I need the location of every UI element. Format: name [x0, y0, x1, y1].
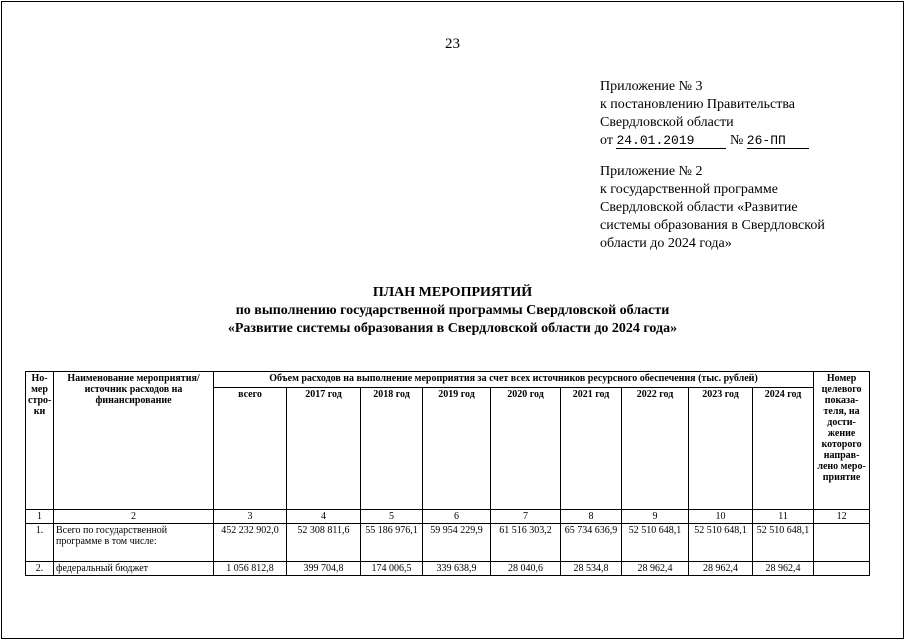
value-2019: 339 638,9	[423, 562, 491, 576]
header-col-2020: 2020 год	[491, 388, 561, 510]
header-col-2019: 2019 год	[423, 388, 491, 510]
header-col-2024: 2024 год	[753, 388, 814, 510]
table-row	[26, 524, 870, 562]
appendix-2-block	[600, 163, 825, 253]
col-number: 6	[423, 510, 491, 524]
appendix-3-block	[600, 78, 809, 150]
header-col-2023: 2023 год	[689, 388, 753, 510]
value-2018: 55 186 976,1	[361, 524, 423, 562]
col-number: 1	[26, 510, 54, 524]
col-number: 4	[287, 510, 361, 524]
col-number: 3	[214, 510, 287, 524]
value-2021: 65 734 636,9	[561, 524, 622, 562]
value-2023: 28 962,4	[689, 562, 753, 576]
value-2020: 61 516 303,2	[491, 524, 561, 562]
header-name: Наименование мероприятия/ источник расходов на финансирование	[54, 372, 214, 510]
decree-number: 26-ПП	[747, 133, 809, 149]
row-name: Всего по государственной программе в том числе:	[54, 524, 214, 562]
table-row	[26, 562, 870, 576]
header-col-2022: 2022 год	[622, 388, 689, 510]
appendix-2-line4: системы образования в Свердловской	[600, 218, 825, 233]
value-2020: 28 040,6	[491, 562, 561, 576]
value-2024: 28 962,4	[753, 562, 814, 576]
appendix-2-line2: к государственной программе	[600, 182, 778, 197]
header-col-total: всего	[214, 388, 287, 510]
value-total: 1 056 812,8	[214, 562, 287, 576]
header-volume: Объем расходов на выполнение мероприятия за счет всех источников ресурсного обеспечения (тыс. рублей)	[214, 372, 814, 388]
value-total: 452 232 902,0	[214, 524, 287, 562]
row-number: 1.	[26, 524, 54, 562]
plan-table	[25, 371, 870, 576]
value-2023: 52 510 648,1	[689, 524, 753, 562]
page-number: 23	[445, 36, 460, 52]
col-number: 8	[561, 510, 622, 524]
number-prefix: №	[729, 133, 744, 148]
value-2017: 52 308 811,6	[287, 524, 361, 562]
row-name: федеральный бюджет	[54, 562, 214, 576]
col-number: 10	[689, 510, 753, 524]
target-indicator	[814, 562, 870, 576]
column-numbers-row	[26, 510, 870, 524]
appendix-3-date-line	[600, 132, 809, 150]
value-2024: 52 510 648,1	[753, 524, 814, 562]
appendix-2-line3: Свердловской области «Развитие	[600, 200, 798, 215]
value-2017: 399 704,8	[287, 562, 361, 576]
value-2022: 52 510 648,1	[622, 524, 689, 562]
col-number: 2	[54, 510, 214, 524]
header-row-number: Но-мер стро-ки	[26, 372, 54, 510]
plan-subtitle-2: «Развитие системы образования в Свердловской области до 2024 года»	[227, 321, 678, 336]
col-number: 9	[622, 510, 689, 524]
col-number: 5	[361, 510, 423, 524]
col-number: 11	[753, 510, 814, 524]
value-2021: 28 534,8	[561, 562, 622, 576]
value-2018: 174 006,5	[361, 562, 423, 576]
date-prefix: от	[600, 133, 613, 148]
col-number: 12	[814, 510, 870, 524]
header-col-2018: 2018 год	[361, 388, 423, 510]
decree-date: 24.01.2019	[616, 133, 726, 149]
row-number: 2.	[26, 562, 54, 576]
value-2019: 59 954 229,9	[423, 524, 491, 562]
plan-title: ПЛАН МЕРОПРИЯТИЙ	[372, 285, 533, 300]
table-header-row	[26, 372, 870, 388]
appendix-3-line2: к постановлению Правительства	[600, 97, 796, 112]
appendix-2-title: Приложение № 2	[600, 164, 703, 179]
header-col-2017: 2017 год	[287, 388, 361, 510]
header-target: Номер целевого показа-теля, на дости-жение которого направ-лено меро-приятие	[814, 372, 870, 510]
appendix-2-line5: области до 2024 года»	[600, 236, 732, 251]
appendix-3-line3: Свердловской области	[600, 115, 734, 130]
target-indicator	[814, 524, 870, 562]
plan-subtitle-1: по выполнению государственной программы Свердловской области	[235, 303, 670, 318]
value-2022: 28 962,4	[622, 562, 689, 576]
header-col-2021: 2021 год	[561, 388, 622, 510]
col-number: 7	[491, 510, 561, 524]
appendix-3-title: Приложение № 3	[600, 79, 703, 94]
